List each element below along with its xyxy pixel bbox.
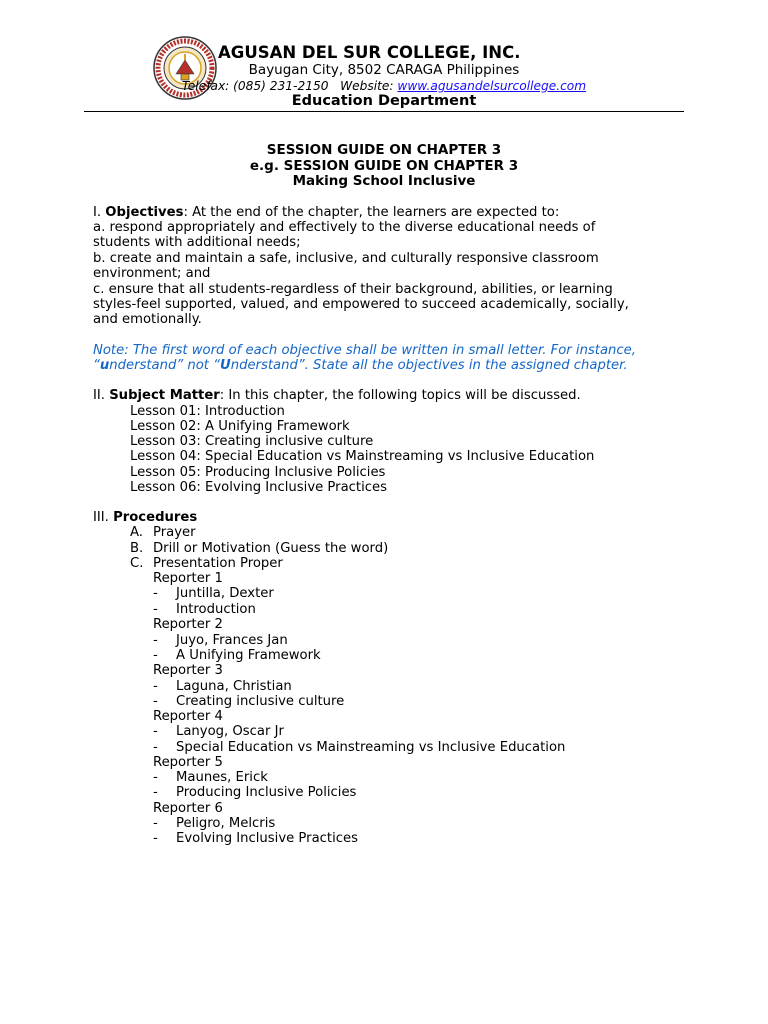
dash-bullet: - — [153, 586, 158, 601]
procedure-letter: C. — [130, 556, 144, 571]
note-text: nderstand” not “ — [109, 358, 220, 373]
reporter-name: Juyo, Frances Jan — [176, 633, 288, 648]
lesson-item: Lesson 03: Creating inclusive culture — [130, 434, 374, 449]
telefax: Telefax: (085) 231-2150 — [181, 79, 329, 93]
subject-matter-intro: : In this chapter, the following topics will be discussed. — [219, 388, 581, 403]
college-contact-line — [84, 79, 684, 93]
dash-bullet: - — [153, 648, 158, 663]
chapter-title: Making School Inclusive — [292, 173, 476, 189]
note-emphasis-upper: U — [220, 358, 231, 373]
reporter-topic: Producing Inclusive Policies — [176, 785, 357, 800]
procedures-heading-line — [93, 510, 197, 525]
dash-bullet: - — [153, 602, 158, 617]
lesson-item: Lesson 04: Special Education vs Mainstreaming vs Inclusive Education — [130, 449, 595, 464]
dash-bullet: - — [153, 633, 158, 648]
reporter-label: Reporter 3 — [153, 663, 223, 678]
reporter-label: Reporter 6 — [153, 801, 223, 816]
document-title: SESSION GUIDE ON CHAPTER 3 — [266, 142, 502, 158]
document-subtitle: e.g. SESSION GUIDE ON CHAPTER 3 — [249, 158, 519, 174]
section-numeral: III. — [93, 510, 109, 525]
objective-line: c. ensure that all students-regardless of their background, abilities, or learning — [93, 282, 613, 297]
department-name: Education Department — [291, 93, 477, 109]
note-quote: “ — [93, 358, 100, 373]
lesson-item: Lesson 05: Producing Inclusive Policies — [130, 465, 386, 480]
reporter-topic: Creating inclusive culture — [176, 694, 345, 709]
dash-bullet: - — [153, 694, 158, 709]
reporter-name: Laguna, Christian — [176, 679, 292, 694]
reporter-label: Reporter 1 — [153, 571, 223, 586]
objective-line: students with additional needs; — [93, 235, 301, 250]
reporter-label: Reporter 4 — [153, 709, 223, 724]
reporter-topic: Special Education vs Mainstreaming vs Inclusive Education — [176, 740, 566, 755]
college-address: Bayugan City, 8502 CARAGA Philippines — [248, 62, 520, 78]
note-line-2 — [93, 358, 628, 373]
reporter-name: Lanyog, Oscar Jr — [176, 724, 284, 739]
objective-line: b. create and maintain a safe, inclusive, and culturally responsive classroom — [93, 251, 599, 266]
dash-bullet: - — [153, 770, 158, 785]
website-link[interactable]: www.agusandelsurcollege.com — [397, 79, 587, 93]
note-line: Note: The first word of each objective shall be written in small letter. For instance, — [93, 343, 636, 358]
procedure-item: Prayer — [153, 525, 196, 540]
website-label: Website: — [340, 79, 394, 93]
section-numeral: II. — [93, 388, 105, 403]
objectives-intro: : At the end of the chapter, the learners are expected to: — [183, 205, 560, 220]
note-emphasis-lower: u — [99, 358, 110, 373]
procedure-item: Presentation Proper — [153, 556, 283, 571]
reporter-label: Reporter 2 — [153, 617, 223, 632]
reporter-topic: A Unifying Framework — [176, 648, 321, 663]
dash-bullet: - — [153, 831, 158, 846]
subject-matter-heading: Subject Matter — [109, 388, 220, 403]
dash-bullet: - — [153, 679, 158, 694]
header-divider — [84, 111, 684, 112]
objective-line: a. respond appropriately and effectively to the diverse educational needs of — [93, 220, 596, 235]
reporter-name: Maunes, Erick — [176, 770, 268, 785]
reporter-name: Juntilla, Dexter — [176, 586, 274, 601]
reporter-topic: Evolving Inclusive Practices — [176, 831, 358, 846]
dash-bullet: - — [153, 785, 158, 800]
objective-line: environment; and — [93, 266, 211, 281]
procedures-heading: Procedures — [113, 510, 198, 525]
section-numeral: I. — [93, 205, 102, 220]
dash-bullet: - — [153, 724, 158, 739]
reporter-label: Reporter 5 — [153, 755, 223, 770]
objectives-heading: Objectives — [105, 205, 184, 220]
dash-bullet: - — [153, 816, 158, 831]
lesson-item: Lesson 06: Evolving Inclusive Practices — [130, 480, 387, 495]
objective-line: and emotionally. — [93, 312, 202, 327]
dash-bullet: - — [153, 740, 158, 755]
reporter-name: Peligro, Melcris — [176, 816, 276, 831]
lesson-item: Lesson 01: Introduction — [130, 404, 285, 419]
procedure-letter: A. — [130, 525, 143, 540]
college-name: AGUSAN DEL SUR COLLEGE, INC. — [218, 43, 521, 62]
procedure-item: Drill or Motivation (Guess the word) — [153, 541, 389, 556]
objective-line: styles-feel supported, valued, and empowered to succeed academically, socially, — [93, 297, 629, 312]
lesson-item: Lesson 02: A Unifying Framework — [130, 419, 350, 434]
subject-matter-heading-line — [93, 388, 581, 403]
reporter-topic: Introduction — [176, 602, 256, 617]
objectives-heading-line — [93, 205, 559, 220]
note-text: nderstand”. State all the objectives in the assigned chapter. — [230, 358, 628, 373]
procedure-letter: B. — [130, 541, 144, 556]
